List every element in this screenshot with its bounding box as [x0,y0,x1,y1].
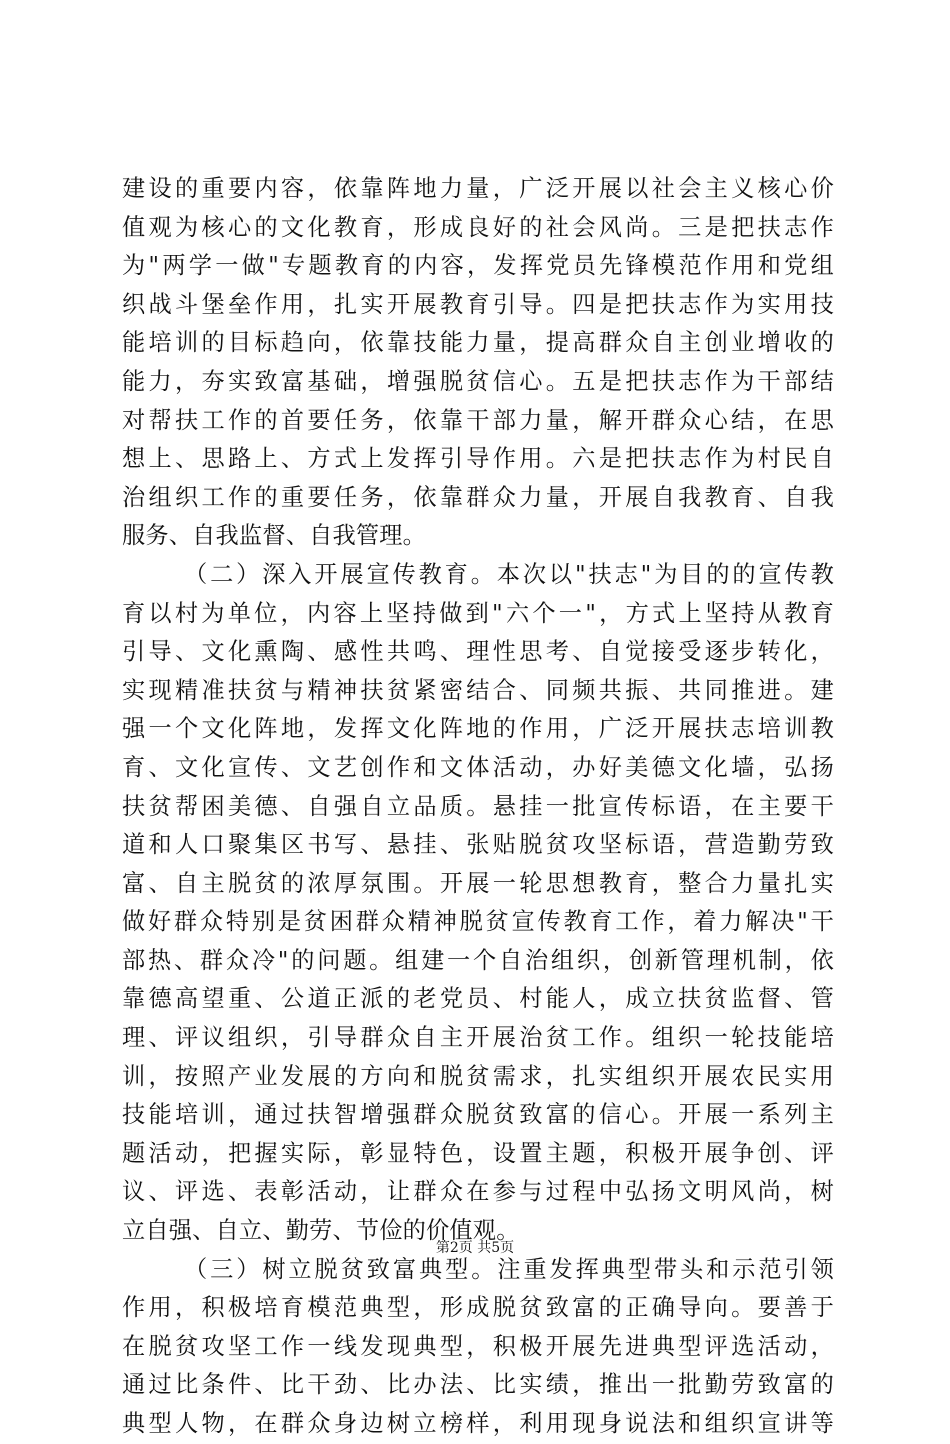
text-line: 能培训的目标趋向，依靠技能力量，提高群众自主创业增收的 [122,329,834,357]
page-footer: 第2页 共5页 [435,1240,515,1256]
text-line: 织战斗堡垒作用，扎实开展教育引导。四是把扶志作为实用技 [122,290,834,318]
text-line: 技能培训，通过扶智增强群众脱贫致富的信心。开展一系列主 [122,1101,834,1129]
text-line: 育以村为单位，内容上坚持做到"六个一"，方式上坚持从教育 [122,599,834,627]
text-line: 作用，积极培育模范典型，形成脱贫致富的正确导向。要善于 [122,1294,834,1322]
text-line: 靠德高望重、公道正派的老党员、村能人，成立扶贫监督、管 [122,985,834,1013]
text-line: 富、自主脱贫的浓厚氛围。开展一轮思想教育，整合力量扎实 [122,869,834,897]
text-line: 题活动，把握实际，彰显特色，设置主题，积极开展争创、评 [122,1139,834,1167]
text-line: 立自强、自立、勤劳、节俭的价值观。 [122,1217,520,1245]
text-line: 想上、思路上、方式上发挥引导作用。六是把扶志作为村民自 [122,445,834,473]
text-line: 做好群众特别是贫困群众精神脱贫宣传教育工作，着力解决"干 [122,908,834,936]
text-line: 治组织工作的重要任务，依靠群众力量，开展自我教育、自我 [122,483,834,511]
text-line: 服务、自我监督、自我管理。 [122,522,427,550]
text-line: 扶贫帮困美德、自强自立品质。悬挂一批宣传标语，在主要干 [122,792,834,820]
text-line: 建设的重要内容，依靠阵地力量，广泛开展以社会主义核心价 [122,175,834,202]
text-line: 强一个文化阵地，发挥文化阵地的作用，广泛开展扶志培训教 [122,715,834,743]
text-line: 对帮扶工作的首要任务，依靠干部力量，解开群众心结，在思 [122,406,834,434]
text-line: 值观为核心的文化教育，形成良好的社会风尚。三是把扶志作 [122,213,834,241]
text-line: 育、文化宣传、文艺创作和文体活动，办好美德文化墙，弘扬 [122,753,834,781]
text-line: 通过比条件、比干劲、比办法、比实绩，推出一批勤劳致富的 [122,1371,834,1399]
text-line: 议、评选、表彰活动，让群众在参与过程中弘扬文明风尚，树 [122,1178,834,1206]
text-line: 部热、群众冷"的问题。组建一个自治组织，创新管理机制，依 [122,946,834,974]
text-line: 能力，夯实致富基础，增强脱贫信心。五是把扶志作为干部结 [122,367,834,395]
text-line: 典型人物，在群众身边树立榜样，利用现身说法和组织宣讲等 [122,1410,834,1437]
paragraph-first-line: （二）深入开展宣传教育。本次以"扶志"为目的的宣传教 [184,560,834,588]
paragraph-first-line: （三）树立脱贫致富典型。注重发挥典型带头和示范引领 [184,1255,834,1283]
text-line: 道和人口聚集区书写、悬挂、张贴脱贫攻坚标语，营造勤劳致 [122,831,834,859]
text-line: 实现精准扶贫与精神扶贫紧密结合、同频共振、共同推进。建 [122,676,834,704]
text-line: 为"两学一做"专题教育的内容，发挥党员先锋模范作用和党组 [122,252,834,280]
text-line: 理、评议组织，引导群众自主开展治贫工作。组织一轮技能培 [122,1024,834,1052]
text-line: 训，按照产业发展的方向和脱贫需求，扎实组织开展农民实用 [122,1062,834,1090]
text-line: 在脱贫攻坚工作一线发现典型，积极开展先进典型评选活动， [122,1332,834,1360]
text-line: 引导、文化熏陶、感性共鸣、理性思考、自觉接受逐步转化， [122,638,834,666]
